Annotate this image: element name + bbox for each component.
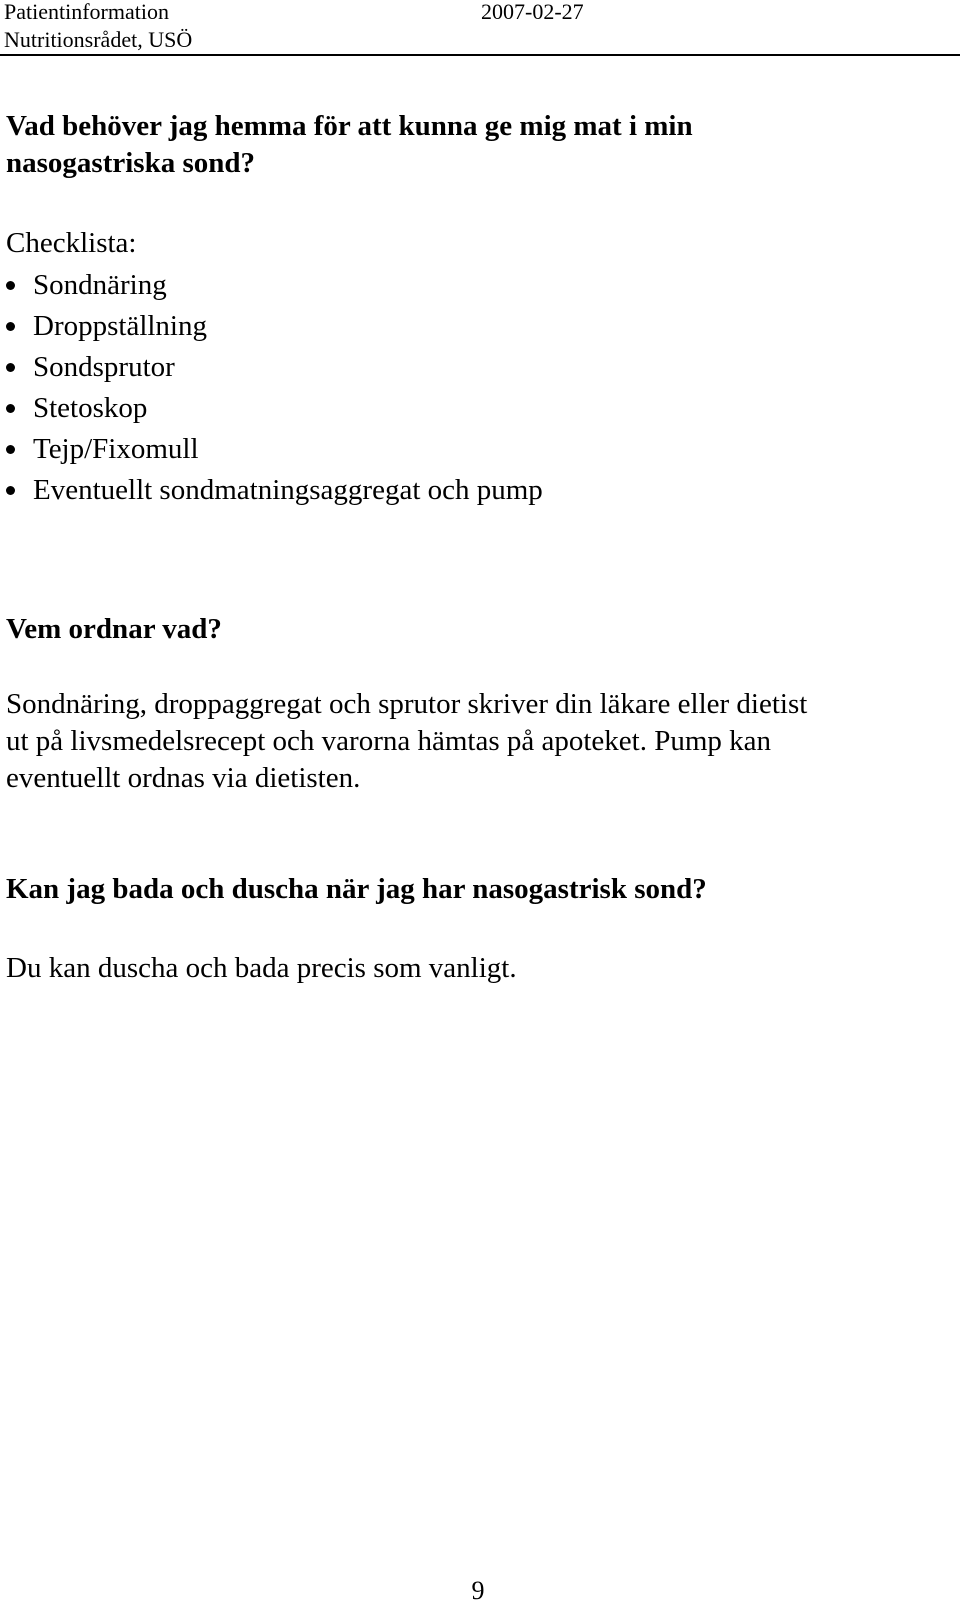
bullet-icon <box>6 322 15 331</box>
heading-line-1: Vad behöver jag hemma för att kunna ge mig mat i min <box>6 110 693 142</box>
bullet-icon <box>6 445 15 454</box>
checklist-item <box>0 470 543 511</box>
checklist-item-label: Sondsprutor <box>33 351 175 383</box>
checklist-item <box>0 429 543 470</box>
checklist <box>0 265 543 511</box>
section-heading-home-needs <box>6 108 693 182</box>
page-number <box>0 1576 960 1606</box>
checklist-item <box>0 306 543 347</box>
page-header <box>0 0 960 56</box>
bullet-icon <box>6 363 15 372</box>
bullet-icon <box>6 281 15 290</box>
checklist-item-label: Sondnäring <box>33 269 167 301</box>
bathing-paragraph: Du kan duscha och bada precis som vanligt. <box>6 952 517 984</box>
checklist-item <box>0 388 543 429</box>
bullet-icon <box>6 404 15 413</box>
heading-line-2: nasogastriska sond? <box>6 147 255 179</box>
who-orders-paragraph <box>6 686 807 797</box>
paragraph-line-1: Sondnäring, droppaggregat och sprutor skriver din läkare eller dietist <box>6 688 808 720</box>
page-number-text: 9 <box>471 1576 485 1605</box>
bullet-icon <box>6 486 15 495</box>
paragraph-line-3: eventuellt ordnas via dietisten. <box>6 762 361 794</box>
checklist-item-label: Droppställning <box>33 310 207 342</box>
checklist-item-label: Stetoskop <box>33 392 148 424</box>
checklist-item-label: Eventuellt sondmatningsaggregat och pump <box>33 474 543 506</box>
checklist-label: Checklista: <box>6 227 137 259</box>
header-doc-type: Patientinformation <box>4 0 169 24</box>
paragraph-line-2: ut på livsmedelsrecept och varorna hämtas på apoteket. Pump kan <box>6 725 772 757</box>
section-heading-bathing: Kan jag bada och duscha när jag har nasogastrisk sond? <box>6 873 707 905</box>
checklist-item <box>0 265 543 306</box>
checklist-item-label: Tejp/Fixomull <box>33 433 199 465</box>
checklist-item <box>0 347 543 388</box>
section-heading-who-orders: Vem ordnar vad? <box>6 613 222 645</box>
header-date: 2007-02-27 <box>481 0 584 24</box>
header-organization: Nutritionsrådet, USÖ <box>4 27 193 52</box>
